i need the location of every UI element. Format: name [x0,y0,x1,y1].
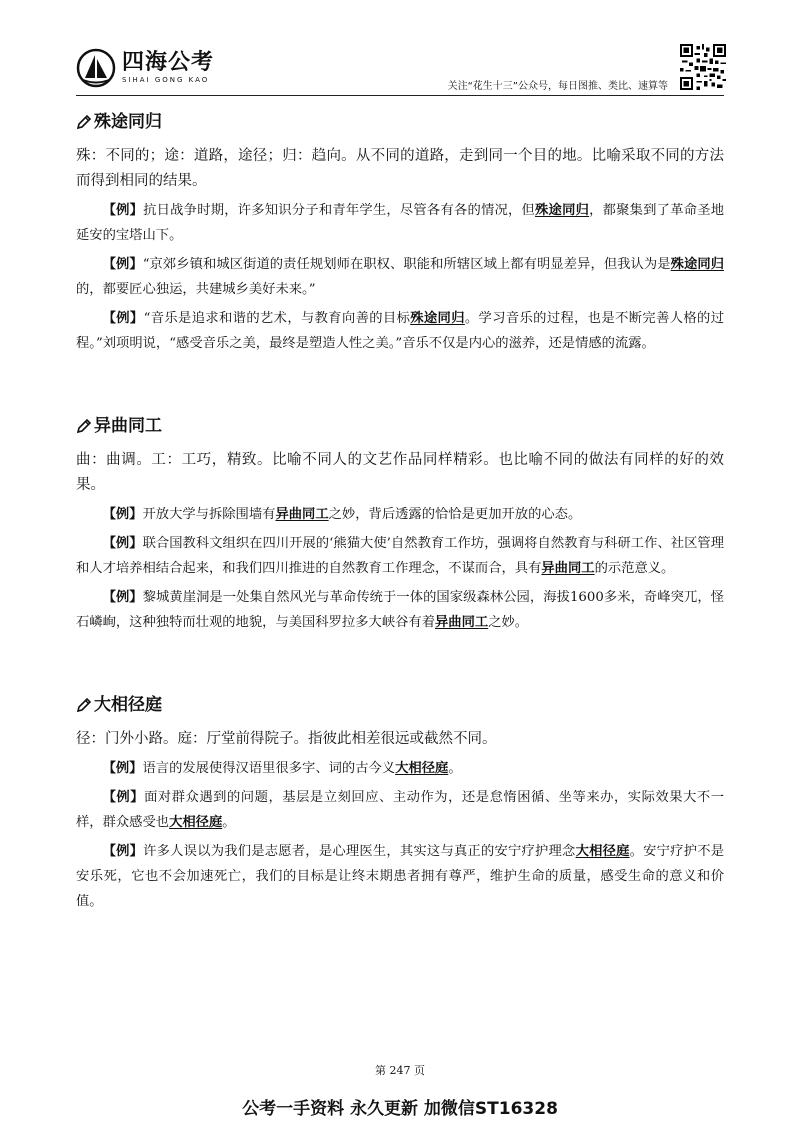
idiom-keyword: 异曲同工 [541,561,595,576]
idiom-keyword: 大相径庭 [575,844,630,859]
idiom-title-text: 大相径庭 [94,695,162,715]
idiom-keyword: 大相径庭 [169,815,223,830]
example-paragraph [76,756,724,781]
example-tag: 【例】 [102,844,144,859]
example-tag: 【例】 [102,257,143,272]
example-paragraph [76,306,724,356]
example-text: 面对群众遇到的问题，基层是立刻回应、主动作为，还是怠惰困循、坐等来办，实际效果大不一样，群众感受也 [76,790,725,830]
example-paragraph [76,531,724,581]
page-number: 第 247 页 [375,1064,425,1077]
header-divider [76,95,724,96]
idiom-definition: 径：门外小路。庭：厅堂前得院子。指彼此相差很远或截然不同。 [76,731,497,747]
page-header [76,40,726,95]
example-tag: 【例】 [102,311,144,326]
example-tag: 【例】 [102,790,145,805]
example-text: 许多人误以为我们是志愿者，是心理医生，其实这与真正的安宁疗护理念 [143,844,576,859]
pencil-icon [76,418,92,434]
example-tag: 【例】 [102,507,143,522]
example-text: 黎城黄崖洞是一处集自然风光与革命传统于一体的国家级森林公园，海拔1600多米，奇峰突兀，怪石嶙峋，这种独特而壮观的地貌，与美国科罗拉多大峡谷有着 [76,590,724,630]
idiom-title [76,108,724,136]
idiom-title-text: 异曲同工 [94,416,162,436]
example-paragraph [76,585,724,635]
idiom-keyword: 异曲同工 [275,507,329,522]
example-text: 语言的发展使得汉语里很多字、词的古今义 [142,761,396,776]
idiom-section [76,691,724,914]
example-paragraph [76,252,724,302]
footer-banner: 公考一手资料 永久更新 加微信ST16328 [242,1099,558,1119]
idiom-keyword: 殊途同归 [670,257,725,272]
sailboat-logo-icon [76,48,116,88]
example-text: 。 [448,761,462,776]
page-content [76,108,724,914]
example-text: “京郊乡镇和城区街道的责任规划师在职权、职能和所辖区域上都有明显差异，但我认为是 [142,257,671,272]
idiom-keyword: 大相径庭 [395,761,449,776]
pencil-icon [76,114,92,130]
idiom-section [76,108,724,356]
logo [76,48,214,88]
idiom-keyword: 殊途同归 [535,203,590,218]
idiom-keyword: 异曲同工 [435,615,489,630]
idiom-title [76,691,724,719]
idiom-section [76,412,724,635]
example-text: 。 [222,815,236,830]
example-tag: 【例】 [102,536,143,551]
example-tag: 【例】 [102,761,143,776]
example-paragraph [76,839,724,914]
example-text: 。学习音乐的过程，也是不断完善人格的过程。”刘项明说，“感受音乐之美，最终是塑造人性之美。”音乐不仅是内心的滋养，还是情感的流露。 [76,311,725,351]
example-text: ，都聚集到了革命圣地延安的宝塔山下。 [76,203,725,243]
example-text: 之妙。 [488,615,529,630]
example-text: 的示范意义。 [594,561,675,576]
example-tag: 【例】 [102,203,144,218]
idiom-keyword: 殊途同归 [410,311,465,326]
example-text: “音乐是追求和谐的艺术，与教育向善的目标 [143,311,411,326]
logo-chinese: 四海公考 [122,50,215,75]
example-paragraph [76,785,724,835]
example-tag: 【例】 [102,590,143,605]
idiom-title-text: 殊途同归 [94,112,162,132]
idiom-definition: 曲：曲调。工：工巧，精致。比喻不同人的文艺作品同样精彩。也比喻不同的做法有同样的好的效果。 [76,452,724,493]
example-text: 之妙，背后透露的恰恰是更加开放的心态。 [328,507,582,522]
idiom-title [76,412,724,440]
logo-pinyin: SIHAI GONG KAO [122,76,210,84]
idiom-definition: 殊：不同的；途：道路，途径；归：趋向。从不同的道路，走到同一个目的地。比喻采取不同的方法而得到相同的结果。 [76,148,724,189]
header-tagline: 关注“花生十三”公众号，每日图推、类比、速算等 [447,81,668,92]
example-text: 抗日战争时期，许多知识分子和青年学生，尽管各有各的情况，但 [143,203,536,218]
qr-code-icon[interactable] [680,44,726,90]
example-text: 。安宁疗护不是安乐死，它也不会加速死亡，我们的目标是让终末期患者拥有尊严，维护生命的质量，感受生命的意义和价值。 [76,844,725,909]
example-text: 联合国教科文组织在四川开展的‘熊猫大使’自然教育工作坊，强调将自然教育与科研工作、社区管理和人才培养相结合起来，和我们四川推进的自然教育工作理念，不谋而合，具有 [76,536,725,576]
example-text: 的，都要匠心独运，共建城乡美好未来。” [76,282,316,297]
example-text: 开放大学与拆除围墙有 [142,507,276,522]
example-paragraph [76,502,724,527]
example-paragraph [76,198,724,248]
pencil-icon [76,697,92,713]
